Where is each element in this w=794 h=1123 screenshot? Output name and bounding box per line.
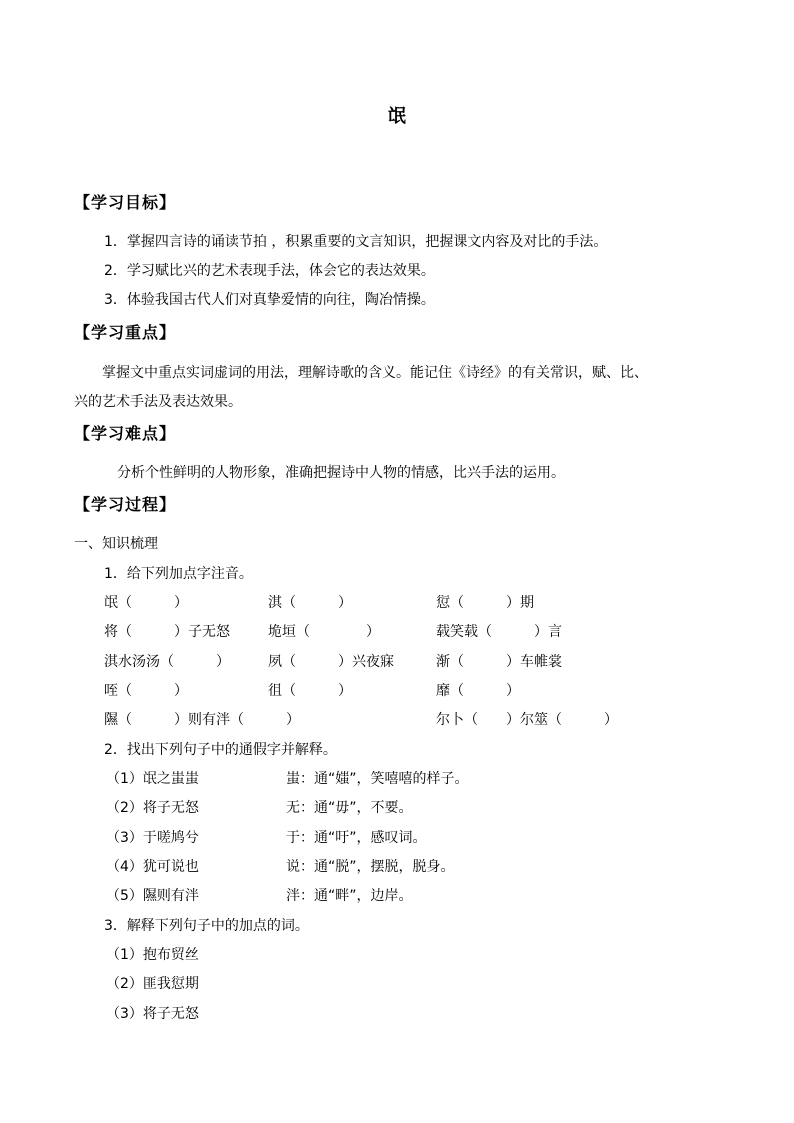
key-points-heading: 【学习重点】 — [74, 323, 177, 342]
page-title: 氓 — [388, 106, 406, 127]
objective-item-3: 3．体验我国古代人们对真挚爱情的向往，陶冶情操。 — [104, 292, 435, 308]
q1-prompt: 1．给下列加点字注音。 — [104, 566, 253, 582]
pinyin-blank: 淇水汤汤（ ） — [104, 654, 230, 670]
q2-sentence-2: （2）将子无怒 — [106, 800, 199, 816]
q3-item-2: （2）匪我愆期 — [106, 976, 199, 992]
objective-item-2: 2．学习赋比兴的艺术表现手法，体会它的表达效果。 — [104, 263, 435, 279]
q2-sentence-5: （5）隰则有泮 — [106, 888, 199, 904]
pinyin-blank: 咥（ ） — [104, 683, 188, 699]
q2-sentence-4: （4）犹可说也 — [106, 859, 199, 875]
q2-answer-1: 蚩：通“媸”，笑嘻嘻的样子。 — [286, 771, 469, 787]
pinyin-blank: 垝垣（ ） — [268, 624, 380, 640]
pinyin-blank: 愆（ ）期 — [436, 595, 534, 611]
pinyin-blank: 靡（ ） — [436, 683, 520, 699]
pinyin-blank: 淇（ ） — [268, 595, 352, 611]
process-heading: 【学习过程】 — [74, 495, 177, 514]
pinyin-blank: 尔卜（ ）尔筮（ ） — [436, 712, 618, 728]
pinyin-blank: 隰（ ）则有泮（ ） — [104, 712, 300, 728]
difficulties-heading: 【学习难点】 — [74, 424, 177, 443]
key-points-line-2: 兴的艺术手法及表达效果。 — [74, 394, 242, 410]
q2-answer-4: 说：通“脱”，摆脱，脱身。 — [286, 859, 455, 875]
objectives-heading: 【学习目标】 — [74, 193, 177, 212]
pinyin-blank: 夙（ ）兴夜寐 — [268, 654, 394, 670]
q2-answer-5: 泮：通“畔”，边岸。 — [286, 888, 413, 904]
pinyin-blank: 将（ ）子无怒 — [104, 624, 230, 640]
pinyin-blank: 氓（ ） — [104, 595, 188, 611]
q2-answer-3: 于：通“吁”，感叹词。 — [286, 830, 427, 846]
q3-prompt: 3．解释下列句子中的加点的词。 — [104, 918, 309, 934]
q3-item-1: （1）抱布贸丝 — [106, 947, 199, 963]
pinyin-blank: 徂（ ） — [268, 683, 352, 699]
key-points-line-1: 掌握文中重点实词虚词的用法，理解诗歌的含义。能记住《诗经》的有关常识，赋、比、 — [102, 365, 648, 381]
difficulties-text: 分析个性鲜明的人物形象，准确把握诗中人物的情感，比兴手法的运用。 — [117, 465, 565, 481]
pinyin-blank: 渐（ ）车帷裳 — [436, 654, 562, 670]
q2-sentence-1: （1）氓之蚩蚩 — [106, 771, 199, 787]
q3-item-3: （3）将子无怒 — [106, 1006, 199, 1022]
q2-answer-2: 无：通“毋”，不要。 — [286, 800, 413, 816]
q2-sentence-3: （3）于嗟鸠兮 — [106, 830, 199, 846]
pinyin-blank: 载笑载（ ）言 — [436, 624, 562, 640]
objective-item-1: 1．掌握四言诗的诵读节拍 ，积累重要的文言知识，把握课文内容及对比的手法。 — [104, 234, 608, 250]
part-1-title: 一、知识梳理 — [74, 536, 158, 552]
q2-prompt: 2．找出下列句子中的通假字并解释。 — [104, 742, 337, 758]
